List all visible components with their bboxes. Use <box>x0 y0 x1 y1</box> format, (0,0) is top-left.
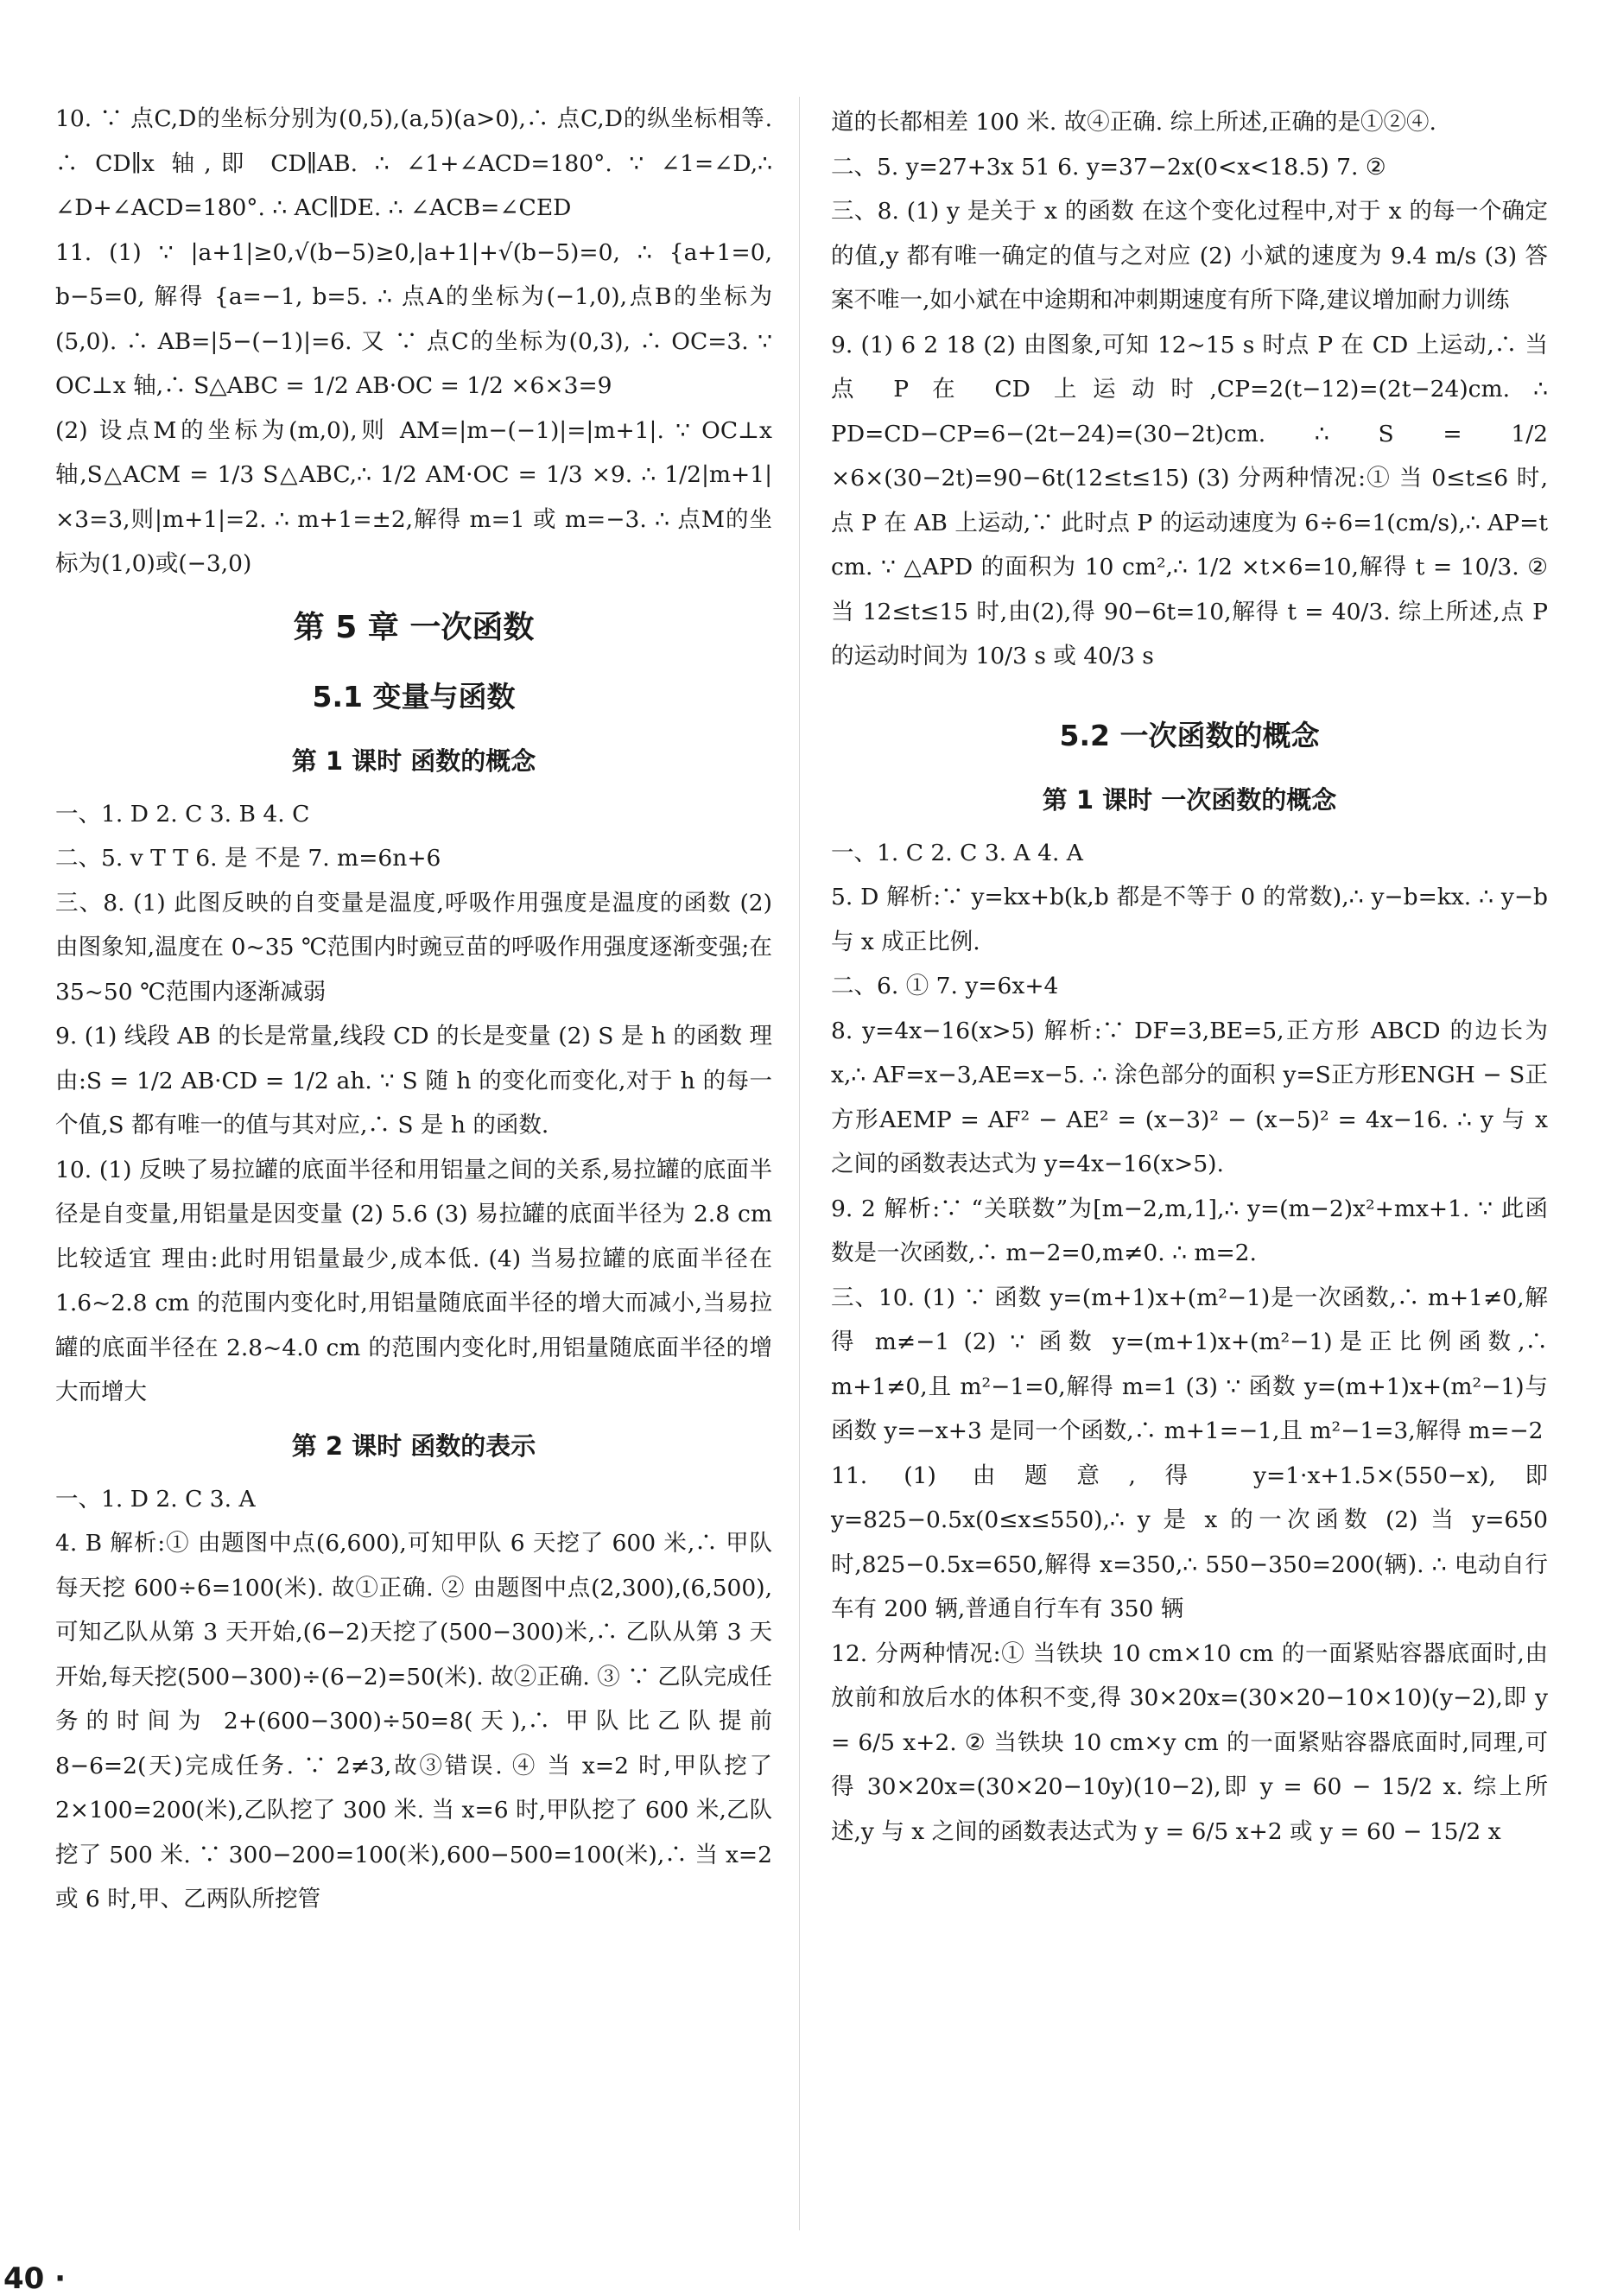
answer-paragraph: 二、6. ① 7. y=6x+4 <box>831 973 1059 999</box>
lesson-heading: 第 2 课时 函数的表示 <box>291 1430 536 1461</box>
answer-paragraph: 4. B 解析:① 由题图中点(6,600),可知甲队 6 天挖了 600 米,∴ 甲队每天挖 600÷6=100(米). 故①正确. ② 由题图中点(2,300),(6,500),可知乙队从第 3 天开始,(6−2)天挖了(500−300)米,∴ 乙队从第 3 天开始,每天挖(500−300)÷(6−2)=50(米). 故②正确. ③ ∵ 乙队完成任务的时间为 2+(600−300)÷50=8(天),∴ 甲队比乙队提前 8−6=2(天)完成任务. ∵ 2≠3,故③错误. ④ 当 x=2 时,甲队挖了 2×100=200(米),乙队挖了 300 米. 当 x=6 时,甲队挖了 600 米,乙队挖了 500 米. ∵ 300−200=100(米),600−500=100(米),∴ 当 x=2 或 6 时,甲、乙两队所挖管 <box>55 1530 772 1912</box>
section-heading: 5.1 变量与函数 <box>312 679 516 714</box>
answer-paragraph: 9. (1) 线段 AB 的长是常量,线段 CD 的长是变量 (2) S 是 h 的函数 理由:S = 1/2 AB·CD = 1/2 ah. ∵ S 随 h 的变化而变化,对于 h 的每一个值,S 都有唯一的值与其对应,∴ S 是 h 的函数. <box>55 1023 772 1138</box>
lesson-heading: 第 1 课时 一次函数的概念 <box>1042 784 1337 815</box>
lesson-heading: 第 1 课时 函数的概念 <box>291 745 536 776</box>
answer-paragraph: 8. y=4x−16(x>5) 解析:∵ DF=3,BE=5,正方形 ABCD 的边长为 x,∴ AF=x−3,AE=x−5. ∴ 涂色部分的面积 y=S正方形ENGH − S正方形AEMP = AF² − AE² = (x−3)² − (x−5)² = 4x−16. ∴ y 与 x 之间的函数表达式为 y=4x−16(x>5). <box>831 1017 1548 1177</box>
answer-paragraph: 11. (1) ∵ |a+1|≥0,√(b−5)≥0,|a+1|+√(b−5)=0, ∴ {a+1=0, b−5=0, 解得 {a=−1, b=5. ∴ 点A的坐标为(−1,0),点B的坐标为(5,0). ∴ AB=|5−(−1)|=6. 又 ∵ 点C的坐标为(0,3), ∴ OC=3. ∵ OC⊥x 轴,∴ S△ABC = 1/2 AB·OC = 1/2 ×6×3=9 <box>55 238 772 399</box>
left-column <box>55 97 772 1922</box>
answer-paragraph: 三、10. (1) ∵ 函数 y=(m+1)x+(m²−1)是一次函数,∴ m+1≠0,解得 m≠−1 (2) ∵ 函数 y=(m+1)x+(m²−1)是正比例函数,∴ m+1≠0,且 m²−1=0,解得 m=1 (3) ∵ 函数 y=(m+1)x+(m²−1)与函数 y=−x+3 是同一个函数,∴ m+1=−1,且 m²−1=3,解得 m=−2 <box>831 1284 1548 1444</box>
answer-paragraph: 10. ∵ 点C,D的坐标分别为(0,5),(a,5)(a>0),∴ 点C,D的纵坐标相等. ∴ CD∥x 轴,即 CD∥AB. ∴ ∠1+∠ACD=180°. ∵ ∠1=∠D,∴ ∠D+∠ACD=180°. ∴ AC∥DE. ∴ ∠ACB=∠CED <box>55 105 772 221</box>
answer-paragraph: 9. (1) 6 2 18 (2) 由图象,可知 12~15 s 时点 P 在 CD 上运动,∴ 当点 P 在 CD 上运动时,CP=2(t−12)=(2t−24)cm. ∴ PD=CD−CP=6−(2t−24)=(30−2t)cm. ∴ S = 1/2 ×6×(30−2t)=90−6t(12≤t≤15) (3) 分两种情况:① 当 0≤t≤6 时,点 P 在 AB 上运动,∵ 此时点 P 的运动速度为 6÷6=1(cm/s),∴ AP=t cm. ∵ △APD 的面积为 10 cm²,∴ 1/2 ×t×6=10,解得 t = 10/3. ② 当 12≤t≤15 时,由(2),得 90−6t=10,解得 t = 40/3. 综上所述,点 P 的运动时间为 10/3 s 或 40/3 s <box>831 331 1548 669</box>
answer-paragraph: 9. 2 解析:∵ “关联数”为[m−2,m,1],∴ y=(m−2)x²+mx+1. ∵ 此函数是一次函数,∴ m−2=0,m≠0. ∴ m=2. <box>831 1195 1548 1266</box>
right-column <box>831 100 1548 1854</box>
answer-paragraph: (2) 设点M的坐标为(m,0),则 AM=|m−(−1)|=|m+1|. ∵ OC⊥x 轴,S△ACM = 1/3 S△ABC,∴ 1/2 AM·OC = 1/3 ×9. ∴ 1/2|m+1|×3=3,则|m+1|=2. ∴ m+1=±2,解得 m=1 或 m=−3. ∴ 点M的坐标为(1,0)或(−3,0) <box>55 416 772 577</box>
answer-paragraph: 二、5. v T T 6. 是 不是 7. m=6n+6 <box>55 845 441 872</box>
answer-paragraph: 一、1. D 2. C 3. B 4. C <box>55 800 310 828</box>
answer-paragraph: 10. (1) 反映了易拉罐的底面半径和用铝量之间的关系,易拉罐的底面半径是自变量,用铝量是因变量 (2) 5.6 (3) 易拉罐的底面半径为 2.8 cm 比较适宜 理由:此时用铝量最少,成本低. (4) 当易拉罐的底面半径在 1.6~2.8 cm 的范围内变化时,用铝量随底面半径的增大而减小,当易拉罐的底面半径在 2.8~4.0 cm 的范围内变化时,用铝量随底面半径的增大而增大 <box>55 1156 772 1405</box>
chapter-heading: 第 5 章 一次函数 <box>293 609 535 645</box>
answer-paragraph: 12. 分两种情况:① 当铁块 10 cm×10 cm 的一面紧贴容器底面时,由放前和放后水的体积不变,得 30×20x=(30×20−10×10)(y−2),即 y = 6/5 x+2. ② 当铁块 10 cm×y cm 的一面紧贴容器底面时,同理,可得 30×20x=(30×20−10y)(10−2),即 y = 60 − 15/2 x. 综上所述,y 与 x 之间的函数表达式为 y = 6/5 x+2 或 y = 60 − 15/2 x <box>831 1640 1548 1845</box>
answer-paragraph: 二、5. y=27+3x 51 6. y=37−2x(0<x<18.5) 7. ② <box>831 153 1386 181</box>
section-heading: 5.2 一次函数的概念 <box>1059 718 1320 752</box>
answer-paragraph: 11. (1) 由题意,得 y=1·x+1.5×(550−x),即 y=825−0.5x(0≤x≤550),∴ y 是 x 的一次函数 (2) 当 y=650 时,825−0.5x=650,解得 x=350,∴ 550−350=200(辆). ∴ 电动自行车有 200 辆,普通自行车有 350 辆 <box>831 1462 1548 1622</box>
spacer <box>831 679 1548 703</box>
answer-paragraph: 道的长都相差 100 米. 故④正确. 综上所述,正确的是①②④. <box>831 109 1436 136</box>
column-divider <box>799 97 800 2230</box>
answer-paragraph: 一、1. C 2. C 3. A 4. A <box>831 839 1083 866</box>
page-number: 40 · <box>3 2261 67 2296</box>
answer-paragraph: 一、1. D 2. C 3. A <box>55 1485 256 1513</box>
answer-paragraph: 三、8. (1) 此图反映的自变量是温度,呼吸作用强度是温度的函数 (2) 由图象知,温度在 0~35 ℃范围内时豌豆苗的呼吸作用强度逐渐变强;在 35~50 ℃范围内逐渐减弱 <box>55 889 772 1005</box>
answer-paragraph: 5. D 解析:∵ y=kx+b(k,b 都是不等于 0 的常数),∴ y−b=kx. ∴ y−b 与 x 成正比例. <box>831 884 1548 955</box>
answer-paragraph: 三、8. (1) y 是关于 x 的函数 在这个变化过程中,对于 x 的每一个确定的值,y 都有唯一确定的值与之对应 (2) 小斌的速度为 9.4 m/s (3) 答案不唯一,如小斌在中途期和冲刺期速度有所下降,建议增加耐力训练 <box>831 198 1548 314</box>
